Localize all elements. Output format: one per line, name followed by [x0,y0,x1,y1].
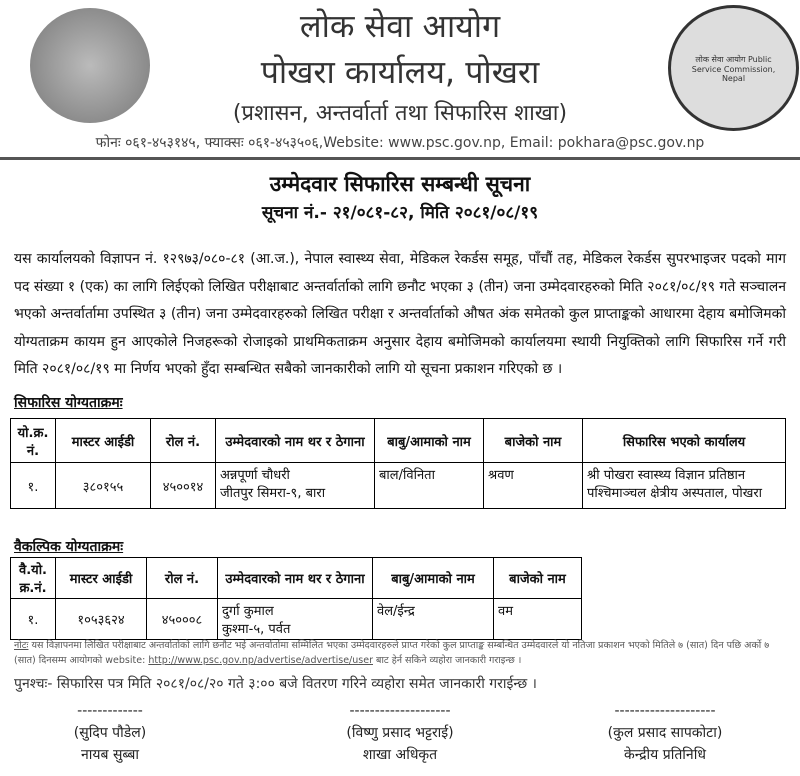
psc-seal-logo: लोक सेवा आयोग Public Service Commission, Nepal [668,5,799,131]
col-header: बाजेको नाम [484,419,583,463]
col-header: सिफारिस भएको कार्यालय [583,419,786,463]
col-header: बाबु/आमाको नाम [373,558,494,599]
signatory: ------------- (सुदिप पौडेल) नायब सुब्बा [73,703,147,763]
signatory: -------------------- (विष्णु प्रसाद भट्टराई) शाखा अधिकृत [346,703,454,763]
table-row: १. ३८०१५५ ४५००१४ अन्नपूर्णा चौधरी जीतपुर सिमरा-९, बारा बाल/विनिता श्रवण श्री पोखरा स्वास्थ्य विज्ञान प्रतिष्ठान पश्चिमाञ्चल क्षेत्रीय अस्पताल, पोखरा [11,463,786,509]
alternate-heading: वैकल्पिक योग्यताक्रमः [14,539,124,555]
notice-title: उम्मेदवार सिफारिस सम्बन्धी सूचना [269,172,531,196]
col-header: मास्टर आईडी [56,558,147,599]
recommended-heading: सिफारिस योग्यताक्रमः [14,395,123,411]
col-header: बाजेको नाम [494,558,582,599]
contact-info: फोनः ०६१-४५३१४५, फ्याक्सः ०६१-४५३५०६,Website: www.psc.gov.np, Email: pokhara@psc.gov.np [95,135,705,151]
col-header: बाबु/आमाको नाम [375,419,484,463]
col-header: यो.क्र. नं. [11,419,56,463]
col-header: रोल नं. [151,419,216,463]
recommended-table [10,418,786,509]
note: नोटः यस विज्ञापनमा लिखित परीक्षाबाट अन्तर्वार्ताको लागि छनौट भई अन्तर्वार्तामा सम्मिलित भएका उम्मेदवारहरुले प्राप्त गरेको कुल प्राप्ताङ्क सम्बन्धित उम्मेदवारले यो नतिजा प्रकाशन भएको मितिले ७ (सात) दिन पछि अर्को ७ (सात) दिनसम्म आयोगको website: http://www.psc.gov.np/advertise/advertise/user बाट हेर्न सकिने व्यहोरा जानकारी गराइन्छ । [14,640,770,666]
divider [0,157,800,160]
col-header: रोल नं. [147,558,218,599]
col-header: उम्मेदवारको नाम थर र ठेगाना [218,558,373,599]
postscript: पुनश्चः- सिफारिस पत्र मिति २०८१/०८/२० गते ३:०० बजे वितरण गरिने व्यहोरा समेत जानकारी गराईन्छ । [14,676,537,692]
col-header: मास्टर आईडी [56,419,151,463]
branch-name: (प्रशासन, अन्तर्वार्ता तथा सिफारिस शाखा) [232,101,568,126]
notice-number: सूचना नं.- २१/०८१-८२, मिति २०८१/०८/१९ [261,203,539,223]
org-name: लोक सेवा आयोग [299,7,501,45]
alternate-table [10,557,582,640]
notice-body: यस कार्यालयको विज्ञापन नं. १२९७३/०८०-८१ (आ.ज.), नेपाल स्वास्थ्य सेवा, मेडिकल रेकर्डस समूह, पाँचौं तह, मेडिकल रेकर्डस सुपरभाइजर पदको माग पद संख्या १ (एक) का लागि लिईएको लिखित परीक्षाबाट अन्तर्वार्ताको लागि छनौट भएका ३ (तीन) जना उम्मेदवारहरुको मिति २०८१/०८/१९ गते सञ्चालन भएको अन्तर्वार्तामा उपस्थित ३ (तीन) जना उम्मेदवारहरुको लिखित परीक्षा र अन्तर्वार्ताको औषत अंक समेतको कुल प्राप्ताङ्कको आधारमा देहाय बमोजिमको योग्यताक्रम कायम हुन आएकोले निजहरूको रोजाइको प्राथमिकताक्रम अनुसार देहाय बमोजिमको कार्यालयमा स्थायी नियुक्तिको लागि सिफारिस गर्ने गरी मिति २०८१/०८/१९ मा निर्णय भएको हुँदा सम्बन्धित सबैको जानकारीको लागि यो सूचना प्रकाशन गरिएको छ । [14,251,786,377]
col-header: वै.यो. क्र.नं. [11,558,56,599]
office-name: पोखरा कार्यालय, पोखरा [260,53,540,91]
col-header: उम्मेदवारको नाम थर र ठेगाना [216,419,375,463]
signatory: -------------------- (कुल प्रसाद सापकोटा) केन्द्रीय प्रतिनिधि [607,703,723,763]
advertise-link[interactable]: http://www.psc.gov.np/advertise/advertise/user [148,655,373,666]
table-row: १. १०५३६२४ ४५०००८ दुर्गा कुमाल कुश्मा-५, पर्वत वेल/ईन्द्र वम [11,599,582,640]
